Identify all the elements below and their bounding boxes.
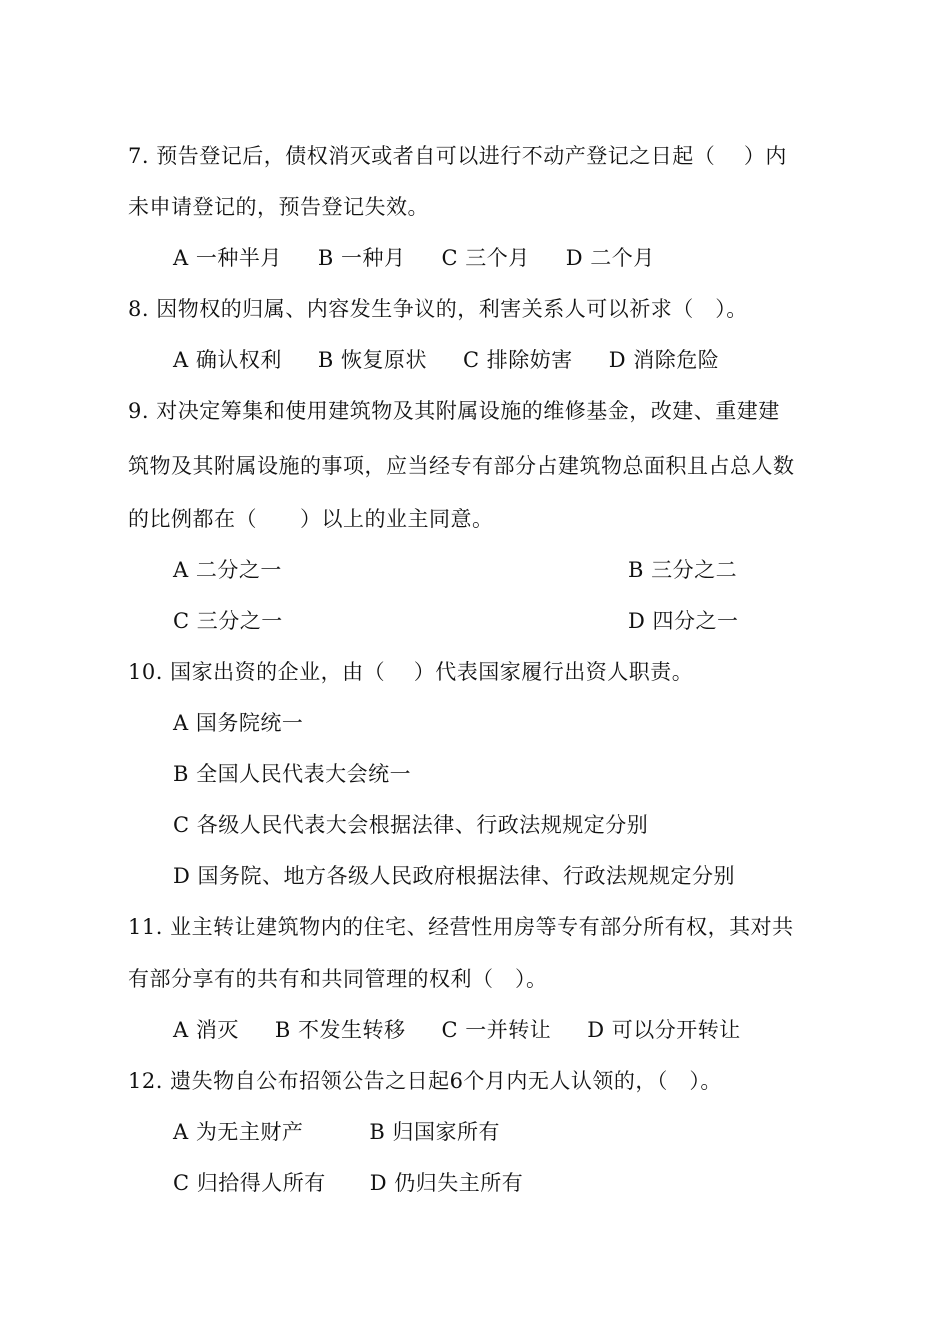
question-7-option-d: D 二个月 <box>565 246 655 270</box>
question-12-line-1: 12. 遗失物自公布招领公告之日起6个月内无人认领的，（ ）。 <box>128 1069 722 1093</box>
question-9-line-3: 的比例都在（ ）以上的业主同意。 <box>128 507 494 531</box>
question-10-option-c: C 各级人民代表大会根据法律、行政法规规定分别 <box>173 813 649 837</box>
question-11-option-b: B 不发生转移 <box>274 1018 406 1042</box>
question-9-line-1: 9. 对决定筹集和使用建筑物及其附属设施的维修基金，改建、重建建 <box>128 399 780 423</box>
question-7-line-2: 未申请登记的，预告登记失效。 <box>128 195 429 219</box>
question-10-option-b: B 全国人民代表大会统一 <box>173 762 412 786</box>
question-10-option-d: D 国务院、地方各级人民政府根据法律、行政法规规定分别 <box>173 864 736 888</box>
question-12-options-row-2 <box>173 1169 873 1197</box>
question-9-option-c: C 三分之一 <box>173 609 283 633</box>
question-7-option-b: B 一种月 <box>317 246 406 270</box>
question-9-option-d: D 四分之一 <box>628 609 739 633</box>
question-11-option-c: C 一并转让 <box>441 1018 552 1042</box>
question-8-option-d: D 消除危险 <box>608 348 720 372</box>
question-7-option-c: C 三个月 <box>441 246 530 270</box>
question-8-options <box>173 346 873 374</box>
question-11-option-d: D 可以分开转让 <box>587 1018 741 1042</box>
question-12-option-d: D 仍归失主所有 <box>369 1171 524 1195</box>
question-9-line-2: 筑物及其附属设施的事项，应当经专有部分占建筑物总面积且占总人数 <box>128 454 795 478</box>
question-8-option-b: B 恢复原状 <box>317 348 427 372</box>
question-9-option-a: A 二分之一 <box>173 558 282 582</box>
question-7-line-1: 7. 预告登记后，债权消灭或者自可以进行不动产登记之日起（ ）内 <box>128 144 787 168</box>
question-7-options <box>173 244 873 272</box>
question-10-line-1: 10. 国家出资的企业，由（ ）代表国家履行出资人职责。 <box>128 660 694 684</box>
question-7-option-a: A 一种半月 <box>173 246 282 270</box>
question-12-options-row-1 <box>173 1118 873 1146</box>
question-12-option-b: B 归国家所有 <box>369 1120 500 1144</box>
question-11-line-1: 11. 业主转让建筑物内的住宅、经营性用房等专有部分所有权，其对共 <box>128 915 794 939</box>
question-8-option-a: A 确认权利 <box>173 348 282 372</box>
question-12-option-a: A 为无主财产 <box>173 1120 304 1144</box>
question-12-option-c: C 归拾得人所有 <box>173 1171 326 1195</box>
question-9-option-b: B 三分之二 <box>628 558 738 582</box>
question-8-line-1: 8. 因物权的归属、内容发生争议的，利害关系人可以祈求（ ）。 <box>128 297 748 321</box>
question-11-options <box>173 1016 873 1044</box>
question-10-option-a: A 国务院统一 <box>173 711 304 735</box>
question-8-option-c: C 排除妨害 <box>462 348 573 372</box>
question-11-line-2: 有部分享有的共有和共同管理的权利（ ）。 <box>128 967 548 991</box>
question-11-option-a: A 消灭 <box>173 1018 239 1042</box>
